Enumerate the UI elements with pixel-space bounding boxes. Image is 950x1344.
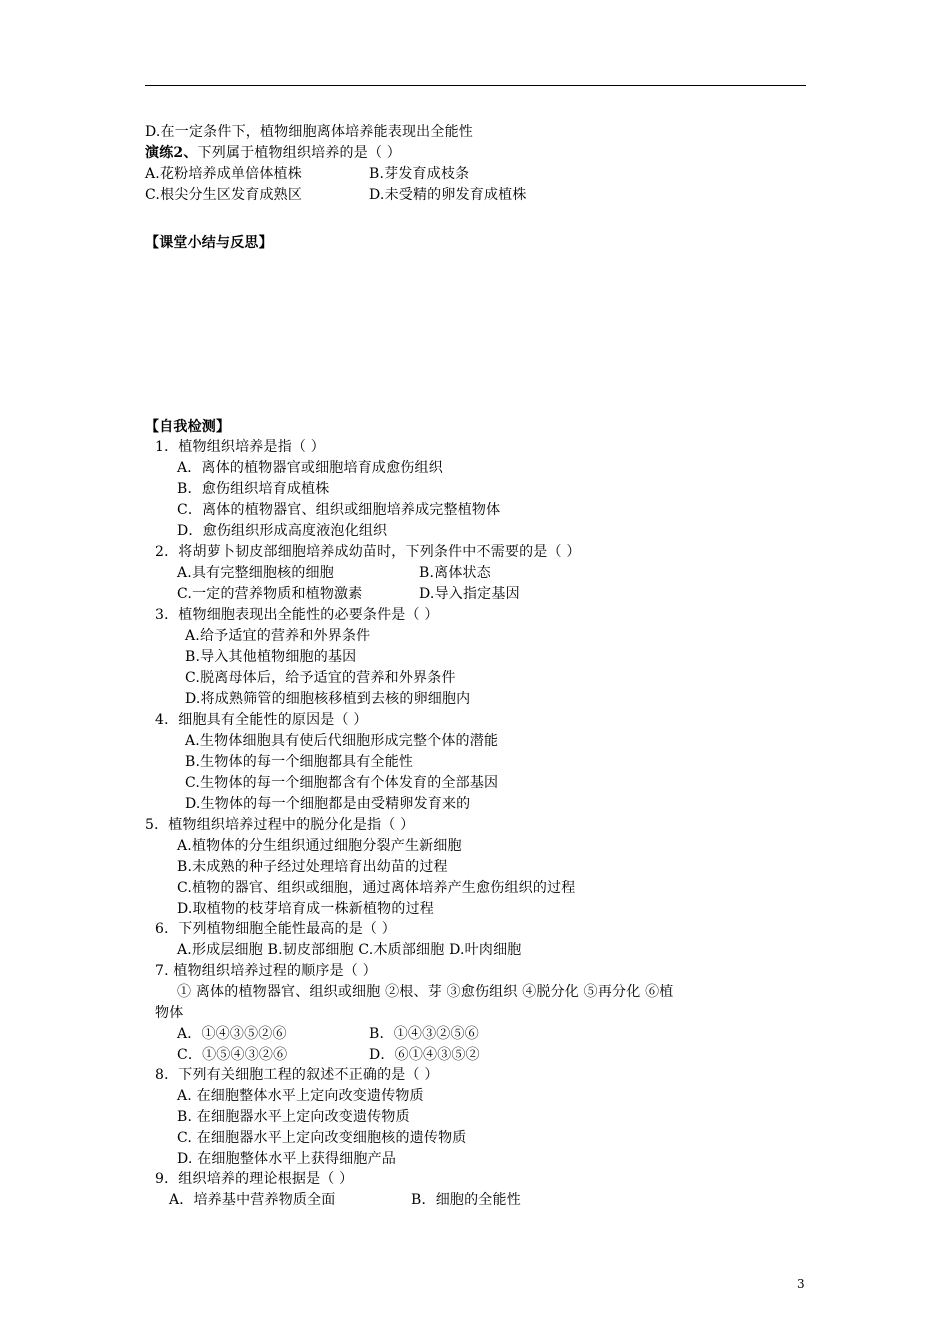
question-3-option-d: D.将成熟筛管的细胞核移植到去核的卵细胞内 [185, 691, 471, 707]
question-3-option-a: A.给予适宜的营养和外界条件 [185, 628, 371, 644]
exercise-2-option-b: B.芽发育成枝条 [369, 166, 470, 182]
question-6-stem: 6．下列植物细胞全能性最高的是（ ） [155, 921, 396, 937]
question-5-option-b: B.未成熟的种子经过处理培育出幼苗的过程 [177, 859, 448, 875]
question-5-option-c: C.植物的器官、组织或细胞，通过离体培养产生愈伤组织的过程 [177, 880, 576, 896]
question-8-stem: 8．下列有关细胞工程的叙述不正确的是（ ） [155, 1067, 439, 1083]
question-4-option-d: D.生物体的每一个细胞都是由受精卵发育来的 [185, 796, 471, 812]
question-9-option-b: B．细胞的全能性 [411, 1192, 521, 1208]
question-7-option-c: C．①⑤④③②⑥ [177, 1047, 288, 1063]
question-2-option-a: A.具有完整细胞核的细胞 [177, 565, 334, 581]
question-3-stem: 3．植物细胞表现出全能性的必要条件是（ ） [155, 607, 439, 623]
question-2-stem: 2．将胡萝卜韧皮部细胞培养成幼苗时，下列条件中不需要的是（ ） [155, 544, 581, 560]
question-4-option-a: A.生物体细胞具有使后代细胞形成完整个体的潜能 [185, 733, 499, 749]
question-1-option-c: C．离体的植物器官、组织或细胞培养成完整植物体 [177, 502, 501, 518]
header-rule [145, 85, 806, 86]
question-2-option-d: D.导入指定基因 [419, 586, 520, 602]
question-8-option-a: A. 在细胞整体水平上定向改变遗传物质 [177, 1088, 424, 1104]
question-3-option-c: C.脱离母体后，给予适宜的营养和外界条件 [185, 670, 456, 686]
question-4-stem: 4．细胞具有全能性的原因是（ ） [155, 712, 368, 728]
exercise-2-label: 演练2、 [145, 145, 198, 161]
question-4-option-c: C.生物体的每一个细胞都含有个体发育的全部基因 [185, 775, 499, 791]
question-1-option-d: D．愈伤组织形成高度液泡化组织 [177, 523, 388, 539]
exercise-2-option-d: D.未受精的卵发育成植株 [369, 187, 527, 203]
exercise-2 [145, 144, 401, 162]
question-1-stem: 1．植物组织培养是指（ ） [155, 439, 325, 455]
self-test-heading: 【自我检测】 [145, 419, 231, 435]
question-7-body-line-2: 物体 [155, 1005, 184, 1021]
question-8-option-c: C. 在细胞器水平上定向改变细胞核的遗传物质 [177, 1130, 467, 1146]
question-7-option-a: A．①④③⑤②⑥ [177, 1026, 287, 1042]
exercise-2-text: 下列属于植物组织培养的是（ ） [197, 145, 401, 161]
question-3-option-b: B.导入其他植物细胞的基因 [185, 649, 357, 665]
question-1-option-b: B．愈伤组织培育成植株 [177, 481, 330, 497]
question-8-option-d: D. 在细胞整体水平上获得细胞产品 [177, 1151, 397, 1167]
exercise-2-option-a: A.花粉培养成单倍体植株 [145, 166, 302, 182]
question-6-options: A.形成层细胞 B.韧皮部细胞 C.木质部细胞 D.叶肉细胞 [177, 942, 522, 958]
question-7-option-b: B．①④③②⑤⑥ [369, 1026, 479, 1042]
question-9-stem: 9．组织培养的理论根据是（ ） [155, 1171, 354, 1187]
summary-heading: 【课堂小结与反思】 [145, 235, 273, 251]
question-7-stem: 7. 植物组织培养过程的顺序是（ ） [155, 963, 377, 979]
question-5-option-d: D.取植物的枝芽培育成一株新植物的过程 [177, 901, 434, 917]
question-2-option-b: B.离体状态 [419, 565, 491, 581]
question-5-option-a: A.植物体的分生组织通过细胞分裂产生新细胞 [177, 838, 462, 854]
question-4-option-b: B.生物体的每一个细胞都具有全能性 [185, 754, 414, 770]
question-9-option-a: A．培养基中营养物质全面 [169, 1192, 336, 1208]
exercise-2-option-c: C.根尖分生区发育成熟区 [145, 187, 303, 203]
option-d-previous: D.在一定条件下，植物细胞离体培养能表现出全能性 [145, 124, 473, 140]
question-7-option-d: D．⑥①④③⑤② [369, 1047, 480, 1063]
question-1-option-a: A．离体的植物器官或细胞培育成愈伤组织 [177, 460, 443, 476]
question-7-body-line-1: ① 离体的植物器官、组织或细胞 ②根、芽 ③愈伤组织 ④脱分化 ⑤再分化 ⑥植 [177, 984, 674, 1000]
question-2-option-c: C.一定的营养物质和植物激素 [177, 586, 363, 602]
question-5-stem: 5．植物组织培养过程中的脱分化是指（ ） [145, 817, 415, 833]
page-number: 3 [797, 1277, 805, 1291]
question-8-option-b: B. 在细胞器水平上定向改变遗传物质 [177, 1109, 410, 1125]
